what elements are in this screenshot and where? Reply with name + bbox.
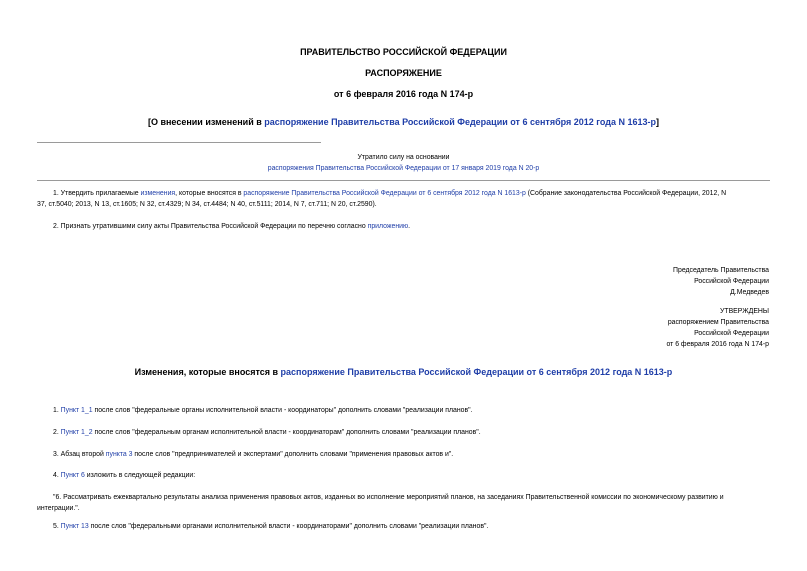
amended-act-link[interactable]: распоряжение Правительства Российской Федерации от 6 сентября 2012 года N 1613-р [243,190,526,197]
approval-line2: распоряжением Правительства [667,319,769,326]
item-prefix: 1. [53,407,61,414]
p2-text: 2. Признать утратившими силу акты Правительства Российской Федерации по перечню согласно [53,223,368,230]
signature-country: Российской Федерации [694,278,769,285]
status-note-text: Утратило силу на основании [357,154,450,161]
clause-3-link[interactable]: пункта 3 [105,451,133,458]
paragraph-1-line2: 37, ст.5040; 2013, N 13, ст.1605; N 32, ст.4329; N 34, ст.4484; N 40, ст.5111; 2014, N 7, ст.711; N 20, ст.2590). [37,201,377,208]
changes-title-link[interactable]: распоряжение Правительства Российской Федерации от 6 сентября 2012 года N 1613-р [280,367,673,377]
subject-prefix: [О внесении изменений в [147,117,265,127]
list-item [53,406,473,416]
government-title: ПРАВИТЕЛЬСТВО РОССИЙСКОЙ ФЕДЕРАЦИИ [300,47,507,57]
list-item [53,428,481,438]
appendix-link[interactable]: приложению [367,223,409,230]
clause-1-2-link[interactable]: Пункт 1_2 [60,429,93,436]
changes-title [0,367,807,377]
subject-amended-act-link[interactable]: распоряжение Правительства Российской Федерации от 6 сентября 2012 года N 1613-р [264,117,657,127]
list-item [53,522,488,532]
clause-1-1-link[interactable]: Пункт 1_1 [60,407,93,414]
signature-name: Д.Медведев [730,289,769,296]
approval-heading: УТВЕРЖДЕНЫ [720,308,769,315]
subject-suffix: ] [656,117,660,127]
p1-text-c: (Собрание законодательства Российской Федерации, 2012, N [525,190,727,197]
signature-position: Председатель Правительства [673,267,769,274]
clause-13-link[interactable]: Пункт 13 [60,523,89,530]
item-text: после слов "федеральными органами исполнительной власти - координаторами" дополнить словами "реализации планов". [88,523,489,530]
document-subject [0,117,807,127]
list-item [53,471,195,481]
document-type: РАСПОРЯЖЕНИЕ [365,68,442,78]
approval-block [666,306,769,350]
quoted-new-text: "6. Рассматривать ежеквартально результаты анализа применения правовых актов, изданных во исполнение мероприятий планов, на заседаниях Правительственной комиссии по экономическому развитию и [53,494,724,501]
item-prefix: 2. [53,429,61,436]
approval-line3: Российской Федерации [694,330,769,337]
item-prefix: 4. [53,472,61,479]
p2-end: . [408,223,411,230]
clause-6-link[interactable]: Пункт 6 [60,472,85,479]
status-note-link-line [0,164,807,174]
paragraph-1 [37,189,777,199]
item-prefix: 3. Абзац второй [53,451,106,458]
changes-link[interactable]: изменения [140,190,176,197]
quoted-new-text-line2: интеграции.". [37,505,80,512]
list-item [53,450,453,460]
repealing-act-link[interactable]: распоряжения Правительства Российской Федерации от 17 января 2019 года N 20-р [267,165,540,172]
signature-block [673,265,769,298]
changes-title-prefix: Изменения, которые вносятся в [134,367,281,377]
paragraph-2 [53,222,410,232]
item-prefix: 5. [53,523,61,530]
p1-text-b: , которые вносятся в [175,190,244,197]
item-text: изложить в следующей редакции: [84,472,196,479]
item-text: после слов "федеральные органы исполнительной власти - координаторы" дополнить словами "реализации планов". [92,407,473,414]
item-text: после слов "предпринимателей и экспертами" дополнить словами "применения правовых актов и". [132,451,454,458]
divider-short [37,142,321,143]
approval-line4: от 6 февраля 2016 года N 174-р [666,341,769,348]
divider-full [37,180,770,181]
p1-text-a: 1. Утвердить прилагаемые [53,190,141,197]
item-text: после слов "федеральным органам исполнительной власти - координаторам" дополнить словами "реализации планов". [92,429,481,436]
document-date-number: от 6 февраля 2016 года N 174-р [333,89,474,99]
